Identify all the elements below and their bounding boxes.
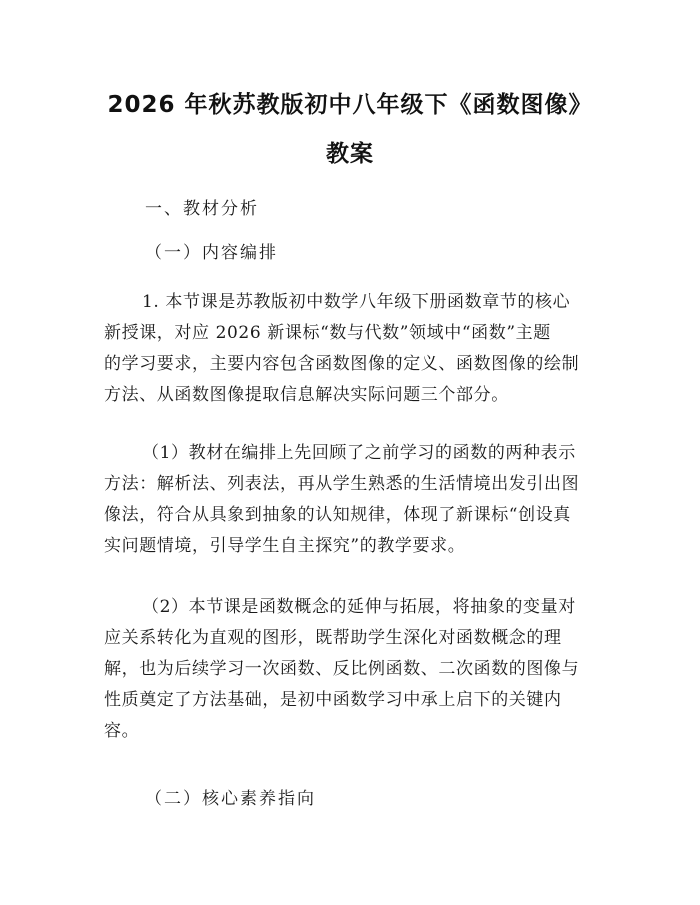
paragraph-3-line: 性质奠定了方法基础，是初中函数学习中承上启下的关键内 bbox=[104, 690, 562, 710]
paragraph-2-line: 像法，符合从具象到抽象的认知规律，体现了新课标“创设真 bbox=[104, 505, 571, 525]
paragraph-2-line: 方法：解析法、列表法，再从学生熟悉的生活情境出发引出图 bbox=[104, 474, 580, 494]
paragraph-1-line: 新授课，对应 2026 新课标“数与代数”领域中“函数”主题 bbox=[104, 323, 551, 343]
paragraph-1-line: 1. 本节课是苏教版初中数学八年级下册函数章节的核心 bbox=[142, 292, 571, 312]
paragraph-3-line: 应关系转化为直观的图形，既帮助学生深化对函数概念的理 bbox=[104, 628, 562, 648]
paragraph-3-line: 容。 bbox=[104, 721, 140, 741]
paragraph-1-line: 方法、从函数图像提取信息解决实际问题三个部分。 bbox=[104, 385, 509, 405]
section-heading-teaching-material-analysis: 一、教材分析 bbox=[145, 199, 259, 219]
document-title-line-2: 教案 bbox=[326, 141, 374, 167]
paragraph-2 bbox=[104, 438, 600, 562]
paragraph-3-line: （2）本节课是函数概念的延伸与拓展，将抽象的变量对 bbox=[142, 597, 576, 617]
paragraph-1-line: 的学习要求，主要内容包含函数图像的定义、函数图像的绘制 bbox=[104, 354, 580, 374]
paragraph-2-line: （1）教材在编排上先回顾了之前学习的函数的两种表示 bbox=[142, 443, 576, 463]
paragraph-3-line: 解，也为后续学习一次函数、反比例函数、二次函数的图像与 bbox=[104, 659, 580, 679]
paragraph-2-line: 实问题情境，引导学生自主探究”的教学要求。 bbox=[104, 536, 466, 556]
document-title-line-1: 2026 年秋苏教版初中八年级下《函数图像》 bbox=[107, 92, 593, 118]
subsection-heading-core-literacy: （二）核心素养指向 bbox=[145, 789, 316, 809]
paragraph-1 bbox=[104, 287, 600, 411]
subsection-heading-content-arrangement: （一）内容编排 bbox=[145, 243, 278, 263]
paragraph-3 bbox=[104, 592, 600, 747]
